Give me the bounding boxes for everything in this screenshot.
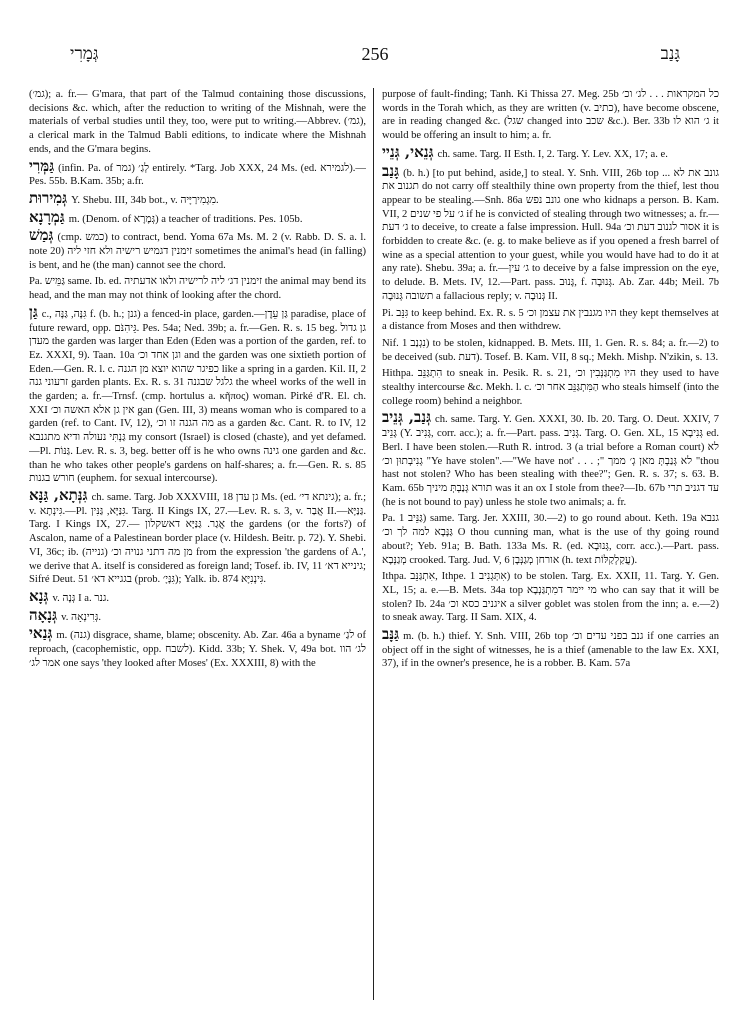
entry-text: c., גִּנָּה, גַּנָּה f. (b. h.; גנן) a fenced-in place, garden.—גַּן עֵדֶן paradise, place of future reward, opp. גֵּיהִנֹּם. Pes. 54a; Ned. 39b; a. fr.—Gen. R. s. 15 beg. גן גדול מעדן the garden was larger than Eden (Eden was a portion of the garden, ref. to Ez. XXXI, 9). Taan. 10a וגן אחד וכ׳ and the garden was one sixtieth portion of Eden.—Gen. R. l. c. כפיגר שהוא יוצא מן הגנה like a spring in a garden. Kil. II, 2 זרעוני גנה garden plants. Ex. R. s. 31 גלגל שבגנה the wheel works of the well in the garden; a. fr.—Trnsf. (cmp. hortulus a. κῆπος) woman. Pirké d'R. El. ch. XXI אין גן אלא האשה וכ׳ gan (Gen. III, 3) means woman who is compared to a garden (ref. to Cant. IV, 12), מה הגנה זו וכ׳ as a garden &c. Cant. R. to IV, 12 גַּנְתִּי נעולה ודיא מתגנבא my consort (Israel) is closed (chaste), and yet defamed.—Pl. גַּנּוֹת. Lev. R. s. 3, beg. better off is he who owns גינה one garden and &c. than he who takes other people's gardens on half-shares; a. fr.—Gen. R. s. 85 חורש בגנות (euphem. for sexual intercourse).	[29, 308, 366, 485]
entry-headword: גְּמִירוּת	[29, 188, 68, 207]
dictionary-entry	[29, 275, 366, 302]
dictionary-entry	[382, 88, 719, 143]
header-left-headword: גְּמָרִי	[70, 44, 99, 63]
entry-text: ch. same. Targ. Y. Gen. XXXI, 30. Ib. 20. Targ. O. Deut. XXIV, 7 גָּנֵיב (Y. גְּנִיב, corr. acc.); a. fr.—Part. pass. גְּנִיב. Targ. O. Gen. XL, 15 גְּנִיבָא ed. Berl. I have been stolen.—Ruth R. introd. 3 (a trial before a Roman court) לא גְנִיבְתוּן וכ׳ "Ye have stolen".—"We have not' . . . ;" לא גְּנַבְתְּ מאן גְ׳ ממך "thou hast not stolen? Who has been stealing with thee?"; Gen. R. s. 37; s. 63. B. Kam. 65b תורא גְּנַבְתְּ מיניך was it an ox I stole from thee?—Ib. 67b עד דגניב תרי (he is not bound to pay) unless he stole two animals; a. fr.	[382, 414, 719, 508]
dictionary-entry	[382, 512, 719, 567]
entry-text: Ithpa. אִתְגַּנֵּב, Ithpe. אִתְּגְנִיב 1) to be stolen. Targ. Ex. XXII, 11. Targ. Y. Gen. XL, 15; a. e.—B. Mets. 34a top מי יימר דמִתְגַּנְבָא who can say that it will be stolen? Ib. 24a איגניב כסא וכ׳ a silver goblet was stolen from the inn; a. e.—2) to sneak away. Targ. II Sam. XIX, 4.	[382, 571, 719, 624]
dictionary-entry	[382, 161, 719, 304]
entry-text: v. גְּרִינְאָה.	[61, 611, 102, 623]
dictionary-entry	[29, 88, 366, 157]
entry-headword: גַּנָּב	[382, 625, 400, 644]
entry-text: (b. h.) [to put behind, aside,] to steal. Y. Snh. VIII, 26b top ... גונב את לא תגנוב את do not carry off stealthily thine own property from the thief, lest thou appear to be stealing.—Snh. 86a גונב נפש one who kidnaps a person. B. Kam. VII, 2 ג׳ על פי שנים if he is convicted of stealing through two witnesses; a. fr.—ג׳ דעת to deceive, to create a false impression. Hull. 94a אסור לגנוב דעת וכ׳ it is forbidden to create &c. (e. g. to make believe as if you opened a fresh barrel of wine as a special attention to your guest, while you would have had to do it at any rate). Shebu. 39a; a. fr.—ג׳ עין to deceive by a false impression on the eye, to delude. B. Mets. IV, 12.—Part. pass. גָּנוּב, f. גְּנוּבָה. Ab. Zar. 44b; Meil. 7b תשובה גְּנוּבָה a fallacious reply; v. גְּנוּבָה II.	[382, 167, 719, 302]
entry-text: Pa. גַּנֵּיב 1) same. Targ. Jer. XXIII, 30.—2) to go round about. Keth. 19a גנבא גַּנָּבָא למה לך וכ׳ O thou cunning man, what is the use of thy going round about?; Yeb. 91a; B. Bath. 133a Ms. R. (ed. גְּנוּבָא, corr. acc.).—Part. pass. מְגַנְּבָא crooked. Targ. Jud. V, 6 אורחן מְגַנְּבָן (h. text עֲקַלְקַלּוֹת).	[382, 513, 719, 566]
entry-headword: גְּנַב, גְּנֵיב	[382, 408, 432, 427]
entry-text: ch. same. Targ. Job XXXVIII, 18 גן עדן Ms. (ed. גינתא די׳); a. fr.; v. גִּינְתָא.—Pl. גִּנַּיָּא, גַּנִּין. Targ. II Kings IX, 27.—Lev. R. s. 3, v. אֲבַר II.—גַּנַּיָּא. Targ. I Kings IX, 27.— אֲגַר. גַּנַּיָּא דאשקלון the gardens (or the forts?) of Ascalon, name of a Palestinean border place (v. Hildesh. Beitr. p. 72). Y. Shebi. VI, 36c; ib. מן מה דתני גנויה וכ׳ (גנייה) from the expression 'the gardens of A.', we derive that A. itself is considered as foreign land; Tosef. ib. IV, 11 גינייא דא׳; Sifré Deut. 51 בגגייא דא׳ (prob. גִּנָּיָ׳); Yalk. ib. 874 גִּינְנִיָּא.	[29, 491, 366, 586]
dictionary-entry	[382, 625, 719, 671]
entry-text: (גמ׳); a. fr.— G'mara, that part of the Talmud containing those discussions, decisions &c. which, after the reduction to writing of the Mishnah, were the materials of verbal studies until they, too, were put to writing.—Abbrev. (גמ׳), a clerical mark in the Talmud Babli editions, to indicate where the Mishnah ends, and the G'mara begins.	[29, 89, 366, 155]
entry-text: ch. same. Targ. II Esth. I, 2. Targ. Y. Lev. XX, 17; a. e.	[437, 148, 668, 160]
dictionary-entry	[29, 605, 366, 625]
entry-headword: גִּנְּתָא, גַּנָּא	[29, 485, 88, 504]
entry-text: (infin. Pa. of גמר) לְגַ׳ entirely. *Targ. Job XXX, 24 Ms. (ed. לגמירא).—Pes. 55b. B.Kam. 35b; a.fr.	[29, 162, 366, 188]
dictionary-entry	[382, 367, 719, 408]
entry-text: m. (b. h.) thief. Y. Snh. VIII, 26b top גנב בפני עדים וכ׳ if one carries an object off in the sight of witnesses, he is a thief (amenable to the law Ex. XXI, 37), if in the owner's presence, he is a robber. B. Kam. 57a	[382, 631, 719, 670]
dictionary-entry	[29, 207, 366, 227]
dictionary-entry	[382, 570, 719, 625]
entry-text: v. גְּנָה I a. גנר.	[52, 592, 110, 604]
entry-headword: גְּנָא	[29, 586, 49, 605]
dictionary-entry	[382, 408, 719, 509]
entry-headword: גְּנֵאי, גְּנֵיי	[382, 142, 434, 161]
dictionary-entry	[29, 485, 366, 587]
dictionary-entry	[29, 226, 366, 272]
page-number: 256	[361, 44, 389, 64]
left-column	[29, 88, 366, 1003]
entry-text: (cmp. כמש) to contract, bend. Yoma 67a Ms. M. 2 (v. Rabb. D. S. a. l. note 20) זימנין דגמיש רישיה ולא חזי ליה sometimes the animal's head (in falling) is bent, and he (the man) cannot see the chord.	[29, 232, 366, 271]
header-right-headword: גָּנַב	[660, 44, 680, 63]
dictionary-entry	[29, 586, 366, 606]
column-divider	[373, 88, 374, 1000]
entry-headword: גְּנָאָה	[29, 605, 58, 624]
entry-text: m. (גנה) disgrace, shame, blame; obscenity. Ab. Zar. 46a a byname לגַ׳ of reproach, (cacophemistic, opp. לשבח). Kidd. 33b; Y. Shek. V, 49a bot. לג׳ הוו אמר לג׳ one says 'they looked after Moses' (Ex. XXXIII, 8) with the	[29, 630, 366, 669]
entry-text: Pi. גִּנֵּב to keep behind. Ex. R. s. 5 היו מגנבין את עצמן וכ׳ they kept themselves at a distance from Moses and then withdrew.	[382, 307, 719, 333]
dictionary-entry	[29, 156, 366, 189]
entry-text: Pa. גַּמֵּיש same. Ib. ed. זימנין דג׳ ליה לרישיה ולאו אדעתיה the animal may bend its head, and the man may not think of looking after the chord.	[29, 276, 366, 302]
entry-headword: גְּנַאי	[29, 624, 53, 643]
entry-headword: גַּמְרָנָא	[29, 207, 65, 226]
entry-text: Y. Shebu. III, 34b bot., v. מִגְמִירַיָּיה.	[71, 194, 219, 206]
entry-text: purpose of fault-finding; Tanh. Ki Thissa 27. Meg. 25b כל המקראות . . . לג׳ וכ׳ words in the Torah which, as they are written (v. כתיב), have become obscene, are in reading changed &c. (שגל changed into שכב &c.). Ber. 33b ג׳ הוא לו it would be offering an insult to him; a. fr.	[382, 89, 719, 142]
entry-headword: גָּנַב	[382, 161, 400, 180]
dictionary-entry	[382, 142, 719, 162]
page-header	[30, 44, 720, 70]
entry-headword: גַּמְּרִי	[29, 156, 55, 175]
entry-headword: גַּן	[29, 302, 38, 321]
entry-headword: גְּמַשׁ	[29, 226, 54, 245]
dictionary-entry	[29, 624, 366, 670]
dictionary-entry	[382, 337, 719, 364]
dictionary-entry	[382, 307, 719, 334]
entry-text: Hithpa. הִתְגַּנֵּב to sneak in. Pesik. R. s. 21, היו מִתְגַּנְּבִין וכ׳ they used to have stealthy intercourse &c. Mekh. l. c. הַמִּתְגַּנֵּב אחר וכ׳ who steals himself (into the college room) behind a neighbor.	[382, 368, 719, 407]
entry-text: m. (Denom. of גְּמָרָא) a teacher of traditions. Pes. 105b.	[68, 213, 303, 225]
dictionary-entry	[29, 188, 366, 208]
right-column	[382, 88, 719, 1003]
dictionary-entry	[29, 302, 366, 486]
entry-text: Nif. נִגְנַב 1) to be stolen, kidnapped. B. Mets. III, 1. Gen. R. s. 84; a. fr.—2) to be deceived (sub. דעת). Tosef. B. Kam. VII, 8 sq.; Mekh. Mishp. N'zikin, s. 13.	[382, 337, 719, 363]
